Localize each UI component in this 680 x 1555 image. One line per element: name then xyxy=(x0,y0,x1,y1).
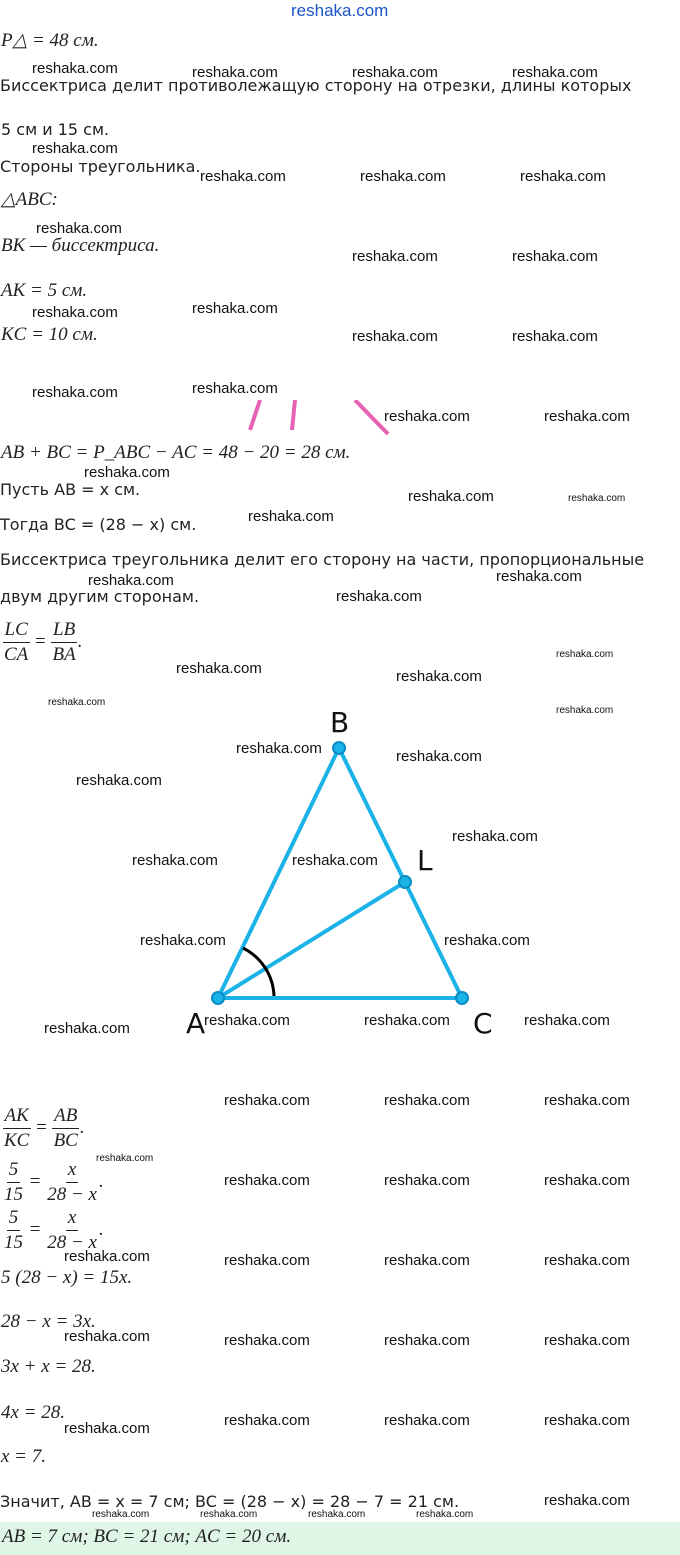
watermark: reshaka.com xyxy=(44,1020,130,1037)
watermark: reshaka.com xyxy=(524,1012,610,1029)
watermark: reshaka.com xyxy=(568,493,626,504)
watermark: reshaka.com xyxy=(384,408,470,425)
watermark: reshaka.com xyxy=(384,1092,470,1109)
watermark: reshaka.com xyxy=(544,1172,630,1189)
triangle-diagram xyxy=(0,690,680,1050)
point-a xyxy=(212,992,224,1004)
watermark: reshaka.com xyxy=(64,1328,150,1345)
watermark: reshaka.com xyxy=(36,220,122,237)
point-c xyxy=(456,992,468,1004)
watermark: reshaka.com xyxy=(544,1332,630,1349)
watermark: reshaka.com xyxy=(360,168,446,185)
watermark: reshaka.com xyxy=(48,697,106,708)
watermark: reshaka.com xyxy=(352,328,438,345)
ratio-5-15-a: $\frac{5}{15}$ = $\frac{x}{28 - x}$ . xyxy=(4,1159,104,1205)
watermark: reshaka.com xyxy=(224,1412,310,1429)
label-l: L xyxy=(417,844,433,877)
ak-line: AK = 5 см. xyxy=(1,280,88,301)
watermark: reshaka.com xyxy=(544,1092,630,1109)
watermark: reshaka.com xyxy=(176,660,262,677)
ratio-lc-lb: $\frac{LC}{CA}$ = $\frac{LB}{BA}$ . xyxy=(4,619,83,665)
watermark: reshaka.com xyxy=(192,64,278,81)
eq-sum: 3x + x = 28. xyxy=(1,1356,96,1377)
label-a: A xyxy=(186,1007,206,1040)
theorem-line-1: Биссектриса треугольника делит его сторону на части, пропорциональные xyxy=(0,550,645,569)
let-ab-line: Пусть AB = x см. xyxy=(0,480,141,499)
answer-line: AB = 7 см; BC = 21 см; AC = 20 см. xyxy=(2,1526,292,1547)
watermark: reshaka.com xyxy=(496,568,582,585)
point-l xyxy=(399,876,411,888)
watermark: reshaka.com xyxy=(512,248,598,265)
sum-equation: AB + BC = P_ABC − AC = 48 − 20 = 28 см. xyxy=(1,442,351,463)
watermark: reshaka.com xyxy=(200,1509,258,1520)
label-b: B xyxy=(330,706,350,739)
triangle-line: △ABC: xyxy=(1,189,58,210)
eq-mult: 5 (28 − x) = 15x. xyxy=(1,1267,133,1288)
watermark: reshaka.com xyxy=(408,488,494,505)
watermark: reshaka.com xyxy=(92,1509,150,1520)
watermark: reshaka.com xyxy=(512,64,598,81)
watermark: reshaka.com xyxy=(64,1420,150,1437)
watermark: reshaka.com xyxy=(336,588,422,605)
watermark: reshaka.com xyxy=(192,380,278,397)
watermark: reshaka.com xyxy=(384,1252,470,1269)
site-link[interactable]: reshaka.com xyxy=(291,1,389,20)
eq-4x: 4x = 28. xyxy=(1,1402,66,1423)
conclusion-line: Значит, AB = x = 7 см; BC = (28 − x) = 28 − 7 = 21 см. xyxy=(0,1492,460,1511)
watermark: reshaka.com xyxy=(396,748,482,765)
bisector-divides-line: Биссектриса делит противолежащую сторону на отрезки, длины которых xyxy=(0,76,632,95)
watermark: reshaka.com xyxy=(76,772,162,789)
watermark: reshaka.com xyxy=(544,1252,630,1269)
watermark: reshaka.com xyxy=(384,1332,470,1349)
watermark: reshaka.com xyxy=(192,300,278,317)
watermark: reshaka.com xyxy=(224,1092,310,1109)
watermark: reshaka.com xyxy=(364,1012,450,1029)
watermark: reshaka.com xyxy=(32,140,118,157)
side-bc xyxy=(339,748,462,998)
watermark: reshaka.com xyxy=(96,1153,154,1164)
watermark: reshaka.com xyxy=(204,1012,290,1029)
watermark: reshaka.com xyxy=(416,1509,474,1520)
watermark: reshaka.com xyxy=(236,740,322,757)
watermark: reshaka.com xyxy=(396,668,482,685)
watermark: reshaka.com xyxy=(352,64,438,81)
watermark: reshaka.com xyxy=(544,1492,630,1509)
watermark: reshaka.com xyxy=(452,828,538,845)
eq-div: 28 − x = 3x. xyxy=(1,1311,96,1332)
label-c: C xyxy=(473,1007,493,1040)
watermark: reshaka.com xyxy=(520,168,606,185)
watermark: reshaka.com xyxy=(32,304,118,321)
watermark: reshaka.com xyxy=(224,1332,310,1349)
watermark: reshaka.com xyxy=(384,1412,470,1429)
watermark: reshaka.com xyxy=(512,328,598,345)
watermark: reshaka.com xyxy=(384,1172,470,1189)
bk-bisector-line: BK — биссектриса. xyxy=(1,235,160,256)
ratio-5-15-b: $\frac{5}{15}$ = $\frac{x}{28 - x}$ . xyxy=(4,1207,104,1253)
eq-x: x = 7. xyxy=(1,1446,47,1467)
watermark: reshaka.com xyxy=(200,168,286,185)
segments-line: 5 см и 15 см. xyxy=(1,120,110,139)
ratio-ak-ab: $\frac{AK}{KC}$ = $\frac{AB}{BC}$ . xyxy=(4,1105,85,1151)
watermark: reshaka.com xyxy=(224,1252,310,1269)
sides-label: Стороны треугольника. xyxy=(0,157,201,176)
point-b xyxy=(333,742,345,754)
watermark: reshaka.com xyxy=(556,705,614,716)
cropped-figure-marks xyxy=(230,400,400,440)
watermark: reshaka.com xyxy=(224,1172,310,1189)
then-bc-line: Тогда BC = (28 − x) см. xyxy=(0,515,197,534)
watermark: reshaka.com xyxy=(308,1509,366,1520)
watermark: reshaka.com xyxy=(140,932,226,949)
watermark: reshaka.com xyxy=(444,932,530,949)
watermark: reshaka.com xyxy=(132,852,218,869)
watermark: reshaka.com xyxy=(64,1248,150,1265)
watermark: reshaka.com xyxy=(248,508,334,525)
watermark: reshaka.com xyxy=(84,464,170,481)
watermark: reshaka.com xyxy=(352,248,438,265)
theorem-line-2: двум другим сторонам. xyxy=(0,587,200,606)
watermark: reshaka.com xyxy=(556,649,614,660)
watermark: reshaka.com xyxy=(292,852,378,869)
perimeter-line: P△ = 48 см. xyxy=(1,30,99,51)
watermark: reshaka.com xyxy=(88,572,174,589)
watermark: reshaka.com xyxy=(32,384,118,401)
watermark: reshaka.com xyxy=(544,408,630,425)
kc-line: KC = 10 см. xyxy=(1,324,98,345)
watermark: reshaka.com xyxy=(32,60,118,77)
watermark: reshaka.com xyxy=(544,1412,630,1429)
